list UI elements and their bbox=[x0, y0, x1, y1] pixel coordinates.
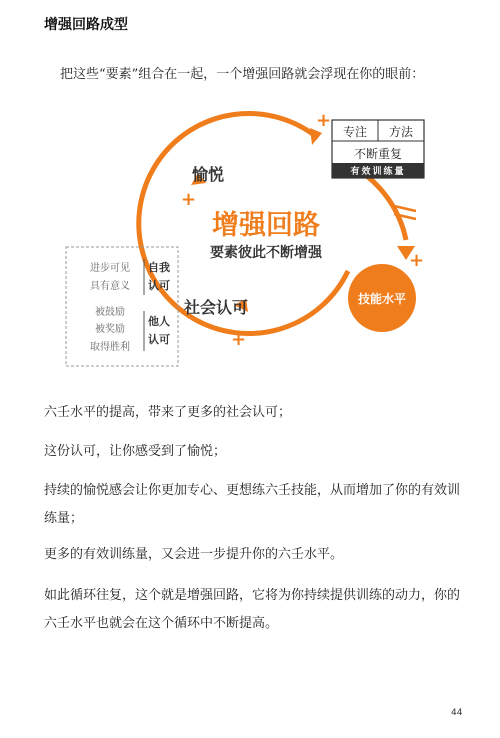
self-recognition-label-2: 认可 bbox=[148, 279, 170, 292]
other-recognition-label-2: 认可 bbox=[148, 333, 170, 346]
plus-sign-pleasure: + bbox=[181, 189, 197, 210]
self-recognition-item-1: 进步可见 bbox=[90, 263, 130, 274]
self-recognition-item-2: 具有意义 bbox=[90, 281, 130, 292]
loop-title: 增强回路 bbox=[212, 210, 320, 241]
self-recognition-label-1: 自我 bbox=[148, 261, 170, 274]
plus-sign-training: + bbox=[316, 110, 332, 131]
paragraph-skill-brings-recognition: 六壬水平的提高，带来了更多的社会认可； bbox=[44, 405, 292, 420]
other-recognition-item-2: 被奖励 bbox=[95, 324, 125, 335]
intro-paragraph: 把这些“要素”组合在一起，一个增强回路就会浮现在你的眼前： bbox=[60, 67, 425, 82]
other-recognition-item-1: 被鼓励 bbox=[95, 307, 125, 318]
paragraph-training-improves-skill: 更多的有效训练量，又会进一步提升你的六壬水平。 bbox=[44, 547, 344, 562]
paragraph-recognition-brings-pleasure: 这份认可，让你感受到了愉悦； bbox=[44, 444, 227, 459]
other-recognition-item-3: 取得胜利 bbox=[90, 342, 130, 353]
node-pleasure: 愉悦 bbox=[192, 165, 225, 184]
page-number: 44 bbox=[451, 708, 463, 718]
node-social-recognition: 社会认可 bbox=[184, 298, 249, 317]
training-focus: 专注 bbox=[342, 125, 368, 139]
reinforcing-loop-diagram bbox=[60, 105, 440, 370]
plus-sign-skill: + bbox=[409, 250, 425, 271]
training-method: 方法 bbox=[388, 125, 414, 139]
plus-sign-social: + bbox=[231, 329, 247, 350]
node-skill-level: 技能水平 bbox=[357, 292, 407, 306]
loop-subtitle: 要素彼此不断增强 bbox=[210, 245, 322, 261]
paragraph-loop-summary: 如此循环往复，这个就是增强回路，它将为你持续提供训练的动力，你的六壬水平也就会在这个循环中不断提高。 bbox=[44, 588, 461, 631]
other-recognition-label-1: 他人 bbox=[148, 315, 170, 328]
training-label: 有效训练量 bbox=[350, 167, 406, 177]
section-heading: 增强回路成型 bbox=[44, 17, 128, 33]
training-repeat: 不断重复 bbox=[353, 147, 403, 161]
paragraph-pleasure-increases-training: 持续的愉悦感会让你更加专心、更想练六壬技能，从而增加了你的有效训练量； bbox=[44, 483, 461, 526]
